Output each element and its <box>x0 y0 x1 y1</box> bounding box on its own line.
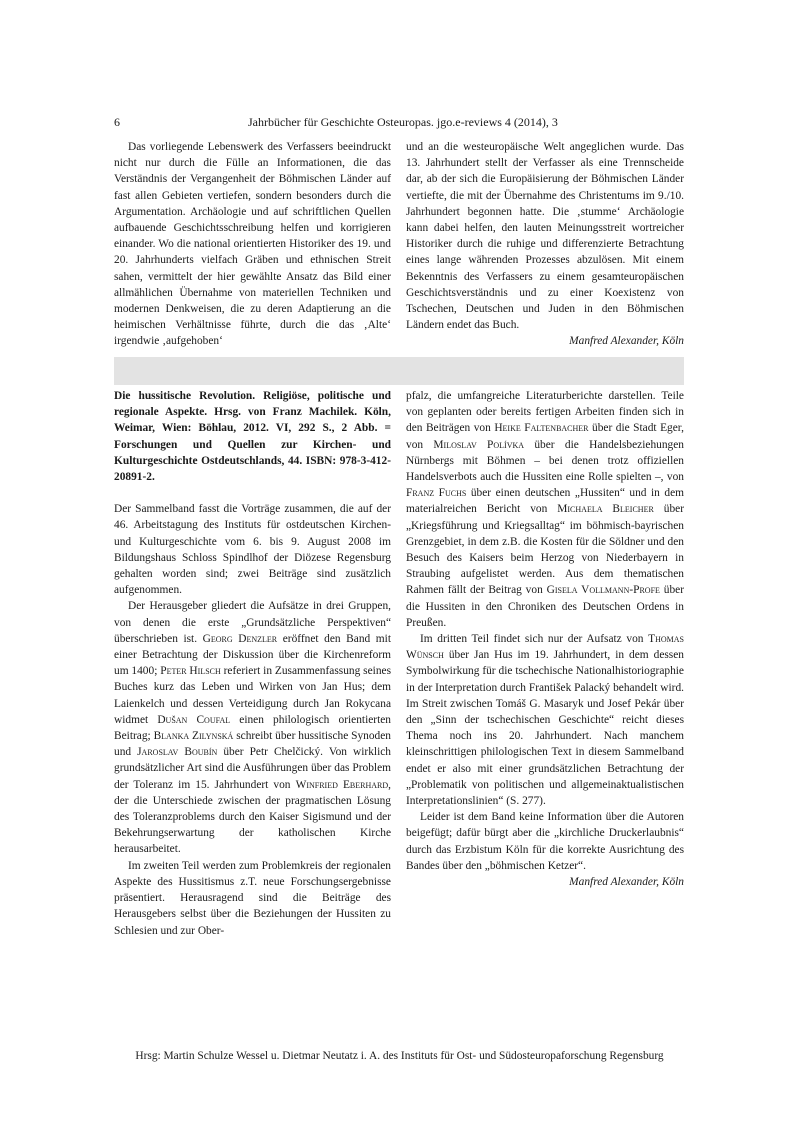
review2-paragraph-4: pfalz, die umfangreiche Literaturberichte darstellen. Teile von geplanten oder bereits fertigen Arbeiten finden sich in den Beiträgen von Heike Faltenbacher über die Stadt Eger, von Miloslav Polívka über die Handelsbeziehungen Nürnbergs mit Böhmen – bei denen trotz offiziellen Handelsverbots auch die Hussiten eine Rolle spielten –, von Franz Fuchs über einen deutschen „Hussiten“ und in dem materialreichen Bericht von Michaela Bleicher über „Kriegsführung und Kriegsalltag“ im böhmisch-bayrischen Grenzgebiet, in dem z.B. die Kosten für die Söldner und den Besuch des Kaisers beim Herzog von Niederbayern in Straubing aufgelistet werden. Aus dem thematischen Rahmen fällt der Beitrag von Gisela Vollmann-Profe über die Hussiten in den Chroniken des Deutschen Ordens in Preußen. <box>406 390 685 629</box>
review-separator-band <box>114 357 684 385</box>
page-footer: Hrsg: Martin Schulze Wessel u. Dietmar Neutatz i. A. des Instituts für Ost- und Südosteuropaforschung Regensburg <box>135 1050 664 1062</box>
review1-left-column <box>114 139 391 350</box>
author-name: Michaela Bleicher <box>557 503 654 516</box>
author-name: Dušan Coufal <box>157 713 231 726</box>
page-number: 6 <box>114 115 120 129</box>
review1-left-text: Das vorliegende Lebenswerk des Verfassers beeindruckt nicht nur durch die Fülle an Informationen, die das Verständnis der Vergangenheit der Böhmischen Länder auf fast allen Gebieten vertiefen, sondern besonders durch die Argumentation. Archäologie und auf schriftlichen Quellen aufbauende Geschichtsschreibung helfen und korrigieren einander. Wo die national orientierten Historiker des 19. und 20. Jahrhunderts vielfach Gräben und ethnischen Streit sahen, vermittelt der hier gewählte Ansatz das Bild einer allmählichen Übernahme von materiellen Techniken und modernen Denkweisen, die zu deren Adaptierung an die heimischen Verhältnisse führte, durch die das ‚Alte‘ irgendwie ‚aufgehoben‘ <box>114 141 391 348</box>
review2-paragraph-5: Im dritten Teil findet sich nur der Aufsatz von Thomas Wünsch über Jan Hus im 19. Jahrhundert, in dem dessen Symbolwirkung für die tschechische Nationalhistoriographie in der Interpretation durch František Palacký behandelt wird. Im Streit zwischen Tomáš G. Masaryk und Josef Pekár über den „Sinn der tschechischen Geschichte“ reicht dieses Thema noch ins 20. Jahrhundert. Nach manchem kleinschrittigen philologischen Text in diesem Sammelband endet er also mit einer grundsätzlichen Betrachtung der „Problematik von politischen und allgemeinaktualistischen Interpretationslinien“ (S. 277). <box>406 633 684 808</box>
author-name: Miloslav Polívka <box>433 438 525 451</box>
author-name: Franz Fuchs <box>406 487 467 500</box>
review2-title: Die hussitische Revolution. Religiöse, politische und regionale Aspekte. Hrsg. von Franz Machilek. Köln, Weimar, Wien: Böhlau, 2012. VI, 292 S., 2 Abb. = Forschungen und Quellen zur Kirchen- und Kulturgeschichte Ostdeutschlands, 44. ISBN: 978-3-412-20891-2. <box>114 390 391 484</box>
author-name: Blanka Zilynská <box>153 730 234 743</box>
review2-paragraph-3: Im zweiten Teil werden zum Problemkreis der regionalen Aspekte des Hussitismus z.T. neue Forschungsergebnisse präsentiert. Herausragend sind die Beiträge des Herausgebers selbst über die Beziehungen der Hussiten zu Schlesien und zur Ober- <box>114 859 391 937</box>
author-name: Heike Faltenbacher <box>494 422 589 435</box>
review2-paragraph-1: Der Sammelband fasst die Vorträge zusammen, die auf der 46. Arbeitstagung des Instituts für ostdeutschen Kirchen- und Kulturgeschichte vom 6. bis 9. August 2008 im Bildungshaus Schloss Spindlhof der Diözese Regensburg gehalten worden sind; zwei Beiträge sind zusätzlich aufgenommen. <box>114 503 391 597</box>
review2-paragraph-6: Leider ist dem Band keine Information über die Autoren beigefügt; dafür bürgt aber die „kirchliche Druckerlaubnis“ durch das Erzbistum Köln für die korrekte Ausrichtung des Bandes über den „böhmischen Ketzer“. <box>406 811 684 872</box>
review2-paragraph-2: Der Herausgeber gliedert die Aufsätze in drei Gruppen, von denen die erste „Grundsätzliche Perspektiven“ überschrieben ist. Georg Denzler eröffnet den Band mit einer Betrachtung der Diskussion über die Kirchenreform um 1400; Peter Hilsch referiert in Zusammenfassung seines Buches kurz das Leben und Wirken von Jan Hus; dem Laienkelch und dessen Verteidigung durch Jan Rokycana widmet Dušan Coufal einen philologisch orientierten Beitrag; Blanka Zilynská schreibt über hussitische Synoden und Jaroslav Boubín über Petr Chelčický. Von wirklich grundsätzlicher Art sind die Ausführungen über das Problem der Toleranz im 15. Jahrhundert von Winfried Eberhard, der die Unterschiede zwischen der pragmatischen Lösung des Toleranzproblems durch den Kaiser Sigismund und der Bekehrungserwartung der katholischen Kirche herausarbeitet. <box>114 600 392 856</box>
journal-title: Jahrbücher für Geschichte Osteuropas. jgo.e-reviews 4 (2014), 3 <box>248 115 558 129</box>
author-name: Jaroslav Boubín <box>137 746 218 759</box>
author-name: Gisela Vollmann-Profe <box>546 584 660 597</box>
review2-signature: Manfred Alexander, Köln <box>569 876 684 889</box>
review1-right-column <box>406 139 684 350</box>
author-name: Winfried Eberhard <box>295 778 389 791</box>
review1-right-text: und an die westeuropäische Welt angeglichen wurde. Das 13. Jahrhundert stellt der Verfasser als eine Trennscheide dar, ab der sich die Europäisierung der Böhmischen Länder vertiefte, die mit der Übernahme des Christentums im 9./10. Jahrhundert begonnen hatte. Die ‚stumme‘ Archäologie kann dabei helfen, den lauten Meinungsstreit wortreicher Historiker durch die ruhige und differenzierte Betrachtung eines lange währenden Prozesses abzulösen. Mit einem Bekenntnis des Verfassers zu einem gesamteuropäischen Geschichtsverständnis und zu einer Koexistenz von Tschechen, Deutschen und Juden in den Böhmischen Ländern endet das Buch. <box>406 141 684 332</box>
review1-signature: Manfred Alexander, Köln <box>569 335 684 348</box>
author-name: Thomas Wünsch <box>406 633 684 662</box>
review2-right-column <box>406 388 684 890</box>
author-name: Peter Hilsch <box>160 665 221 678</box>
author-name: Georg Denzler <box>202 632 278 645</box>
review2-left-column <box>114 388 391 939</box>
